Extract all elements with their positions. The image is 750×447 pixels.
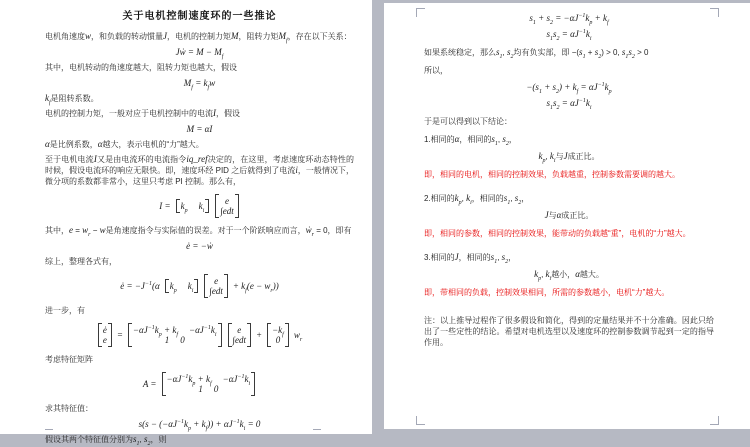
matrix-formula — [45, 274, 354, 298]
formula: Jẇ = $M - M_f$ — [175, 47, 224, 60]
formula-text: A = — [142, 379, 157, 389]
paragraph: 所以， — [424, 66, 448, 75]
formula: $-(s_1 + s_2) + k_f = \alpha J^{-1}k_p$ — [526, 82, 612, 95]
paragraph: 求其特征值： — [45, 404, 93, 413]
paragraph: J与α成正比。 — [544, 210, 594, 220]
formula: M = αI — [186, 124, 213, 134]
page-1-content — [45, 31, 354, 445]
paragraph: α是比例系数，α越大，表示电机的“力”越大。 — [45, 139, 204, 149]
formula: $s_1s_2 = \alpha J^{-1}k_i$ — [546, 29, 592, 42]
bracket-matrix: e ∫edt — [204, 274, 227, 298]
formula-text: + — [256, 330, 263, 340]
paragraph: $k_p$, $k_i$与J成正比。 — [538, 151, 600, 164]
text-boundary-mark-top-right — [710, 8, 719, 17]
matrix-formula — [45, 372, 354, 396]
bracket-matrix: e ∫edt — [228, 323, 251, 347]
formula: $M_f = k_fw$ — [183, 78, 216, 91]
paragraph: 电机角速度w，和负载的转动惯量J，电机的控制力矩M，阻转力矩$M_f$，存在以下关系： — [45, 31, 352, 44]
text-boundary-mark-bottom-right — [710, 416, 719, 425]
paragraph: $k_p$, $k_i$越小，α越大。 — [534, 269, 604, 282]
paragraph: 进一步，有 — [45, 306, 85, 315]
bracket-matrix: $k_p$ $k_i$ — [176, 199, 210, 213]
bracket-matrix: $k_p$ $k_i$ — [165, 279, 199, 293]
bracket-matrix: $-k_f$ 0 — [267, 323, 289, 347]
page-1-bottom-margin-mark-right — [313, 429, 321, 433]
formula-text: + $k_f(e - w_r)$) — [232, 281, 279, 294]
matrix-formula — [45, 323, 354, 347]
paragraph: 其中，$e = w_r - w$是角速度指令与实际值的误差。对于一个阶跃响应而言，ẇ$_r$ = 0，即有 — [45, 225, 352, 238]
bracket-matrix: $-\alpha J^{-1}k_p + k_f$ $-\alpha J^{-1}k_i$ 1 0 — [128, 323, 222, 347]
paragraph: 其中，电机转动的角速度越大，阻转力矩也越大，假设 — [45, 63, 237, 72]
paragraph: 3.相同的J，相同的$s_1$, $s_2$， — [424, 252, 517, 265]
formula-text: ė = $-J^{-1}(\alpha$ — [120, 281, 160, 291]
paragraph: 电机的控制力矩，一般对应于电机控制中的电流I，假设 — [45, 108, 240, 118]
conclusion-text: 即，带相同的负载，控制效果相同，所需的参数越小，电机“力”越大。 — [424, 288, 670, 297]
paragraph: 综上，整理各式有， — [45, 257, 117, 266]
matrix-formula — [45, 194, 354, 218]
page-2-content — [424, 12, 714, 348]
formula-text: $w_r$ — [293, 330, 303, 343]
paragraph: 于是可以得到以下结论： — [424, 117, 512, 126]
bracket-matrix: ė e — [98, 323, 112, 347]
page-1-bottom-margin-mark-left — [45, 429, 53, 433]
formula: $s(s - (-\alpha J^{-1}k_p + k_f)) + \alpha J^{-1}k_i = 0$ — [138, 419, 261, 432]
paragraph: $k_f$是阻转系数。 — [45, 93, 99, 106]
document-page-2 — [384, 3, 750, 429]
paragraph: 假设其两个特征值分别为$s_1$, $s_2$，则 — [45, 434, 167, 447]
formula-text: = — [116, 330, 123, 340]
paragraph: 考虑特征矩阵 — [45, 355, 93, 364]
formula: $s_1 + s_2 = -\alpha J^{-1}k_p + k_f$ — [529, 13, 609, 26]
formula: $s_1s_2 = \alpha J^{-1}k_i$ — [546, 98, 592, 111]
conclusion-text: 即，相同的电机，相同的控制效果，负载越重，控制参数需要调的越大。 — [424, 170, 680, 179]
paragraph: 1.相同的α，相同的$s_1$, $s_2$， — [424, 134, 517, 147]
paragraph: 至于电机电流I又是由电流环的电流指令iq_ref决定的，在这里，考虑速度环动态特性的时候，假设电流环的响应无限快。即，速度环经 PID 之后就得到了电流i，一般情况下，微分项的系数都非常小，这里只考虑 PI 控制。那么有， — [45, 154, 355, 186]
text-boundary-mark-bottom-left — [416, 416, 425, 425]
bracket-matrix: e ∫edt — [215, 194, 238, 218]
paragraph: 如果系统稳定，那么$s_1$, $s_2$均有负实部，即 $-(s_1 + s_2) > 0$, $s_1s_2 > 0$ — [424, 47, 649, 60]
formula-text: I = — [159, 201, 171, 211]
conclusion-text: 即，相同的参数，相同的控制效果，能带动的负载越“重”，电机的“力”越大。 — [424, 229, 691, 238]
bracket-matrix: $-\alpha J^{-1}k_p + k_f$ $-\alpha J^{-1}k_i$ 1 0 — [162, 372, 256, 396]
formula: ė = −ẇ — [186, 241, 213, 251]
document-title: 关于电机控制速度环的一些推论 — [122, 11, 277, 22]
text-boundary-mark-top-left — [416, 8, 425, 17]
document-page-1 — [0, 0, 372, 447]
paragraph: 注：以上推导过程作了很多假设和简化，得到的定量结果并不十分准确。因此只给出了一些定性的结论。希望对电机选型以及速度环的控制参数调节起到一定的指导作用。 — [424, 316, 714, 347]
paragraph: 2.相同的$k_p$, $k_i$，相同的$s_1$, $s_2$， — [424, 193, 530, 206]
